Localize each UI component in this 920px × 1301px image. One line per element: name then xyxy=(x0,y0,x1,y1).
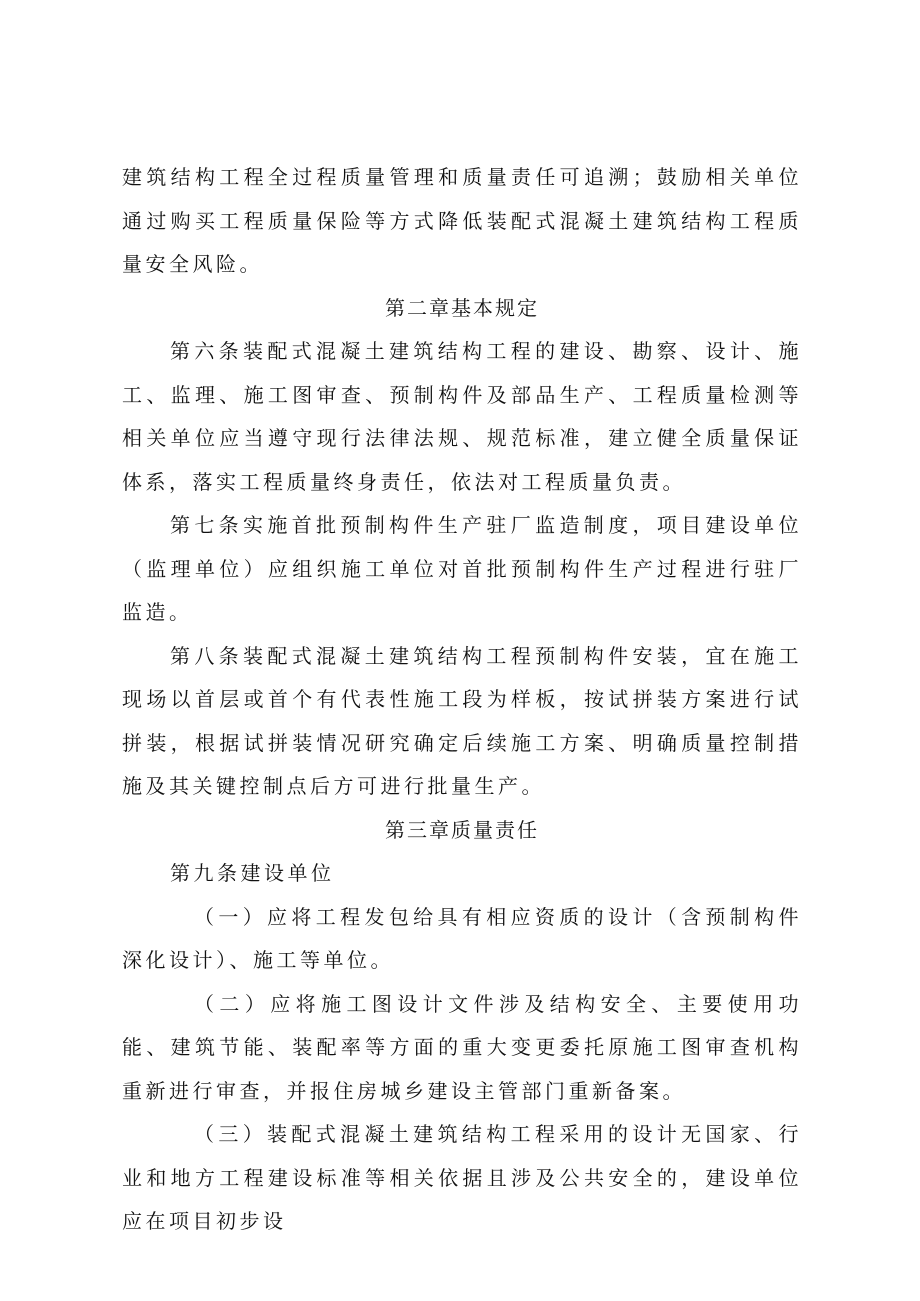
list-item: （一）应将工程发包给具有相应资质的设计（含预制构件深化设计）、施工等单位。 xyxy=(122,904,802,972)
chapter-heading: 第二章基本规定 xyxy=(385,295,539,320)
paragraph-continued: 建筑结构工程全过程质量管理和质量责任可追溯；鼓励相关单位通过购买工程质量保险等方式降低装配式混凝土建筑结构工程质量安全风险。 xyxy=(122,165,802,276)
list-item: （三）装配式混凝土建筑结构工程采用的设计无国家、行业和地方工程建设标准等相关依据且涉及公共安全的，建设单位应在项目初步设 xyxy=(122,1122,802,1233)
chapter-heading: 第三章质量责任 xyxy=(385,817,539,842)
article-paragraph: 第八条装配式混凝土建筑结构工程预制构件安装，宜在施工现场以首层或首个有代表性施工段为样板，按试拼装方案进行试拼装，根据试拼装情况研究确定后续施工方案、明确质量控制措施及其关键控制点后方可进行批量生产。 xyxy=(122,643,802,798)
article-title: 第九条建设单位 xyxy=(170,861,335,885)
list-item: （二）应将施工图设计文件涉及结构安全、主要使用功能、建筑节能、装配率等方面的重大变更委托原施工图审查机构重新进行审查，并报住房城乡建设主管部门重新备案。 xyxy=(122,991,802,1103)
article-paragraph: 第六条装配式混凝土建筑结构工程的建设、勘察、设计、施工、监理、施工图审查、预制构件及部品生产、工程质量检测等相关单位应当遵守现行法律法规、规范标准，建立健全质量保证体系，落实工程质量终身责任，依法对工程质量负责。 xyxy=(122,339,802,494)
document-body xyxy=(122,156,802,1244)
article-paragraph: 第七条实施首批预制构件生产驻厂监造制度，项目建设单位（监理单位）应组织施工单位对首批预制构件生产过程进行驻厂监造。 xyxy=(122,513,802,624)
